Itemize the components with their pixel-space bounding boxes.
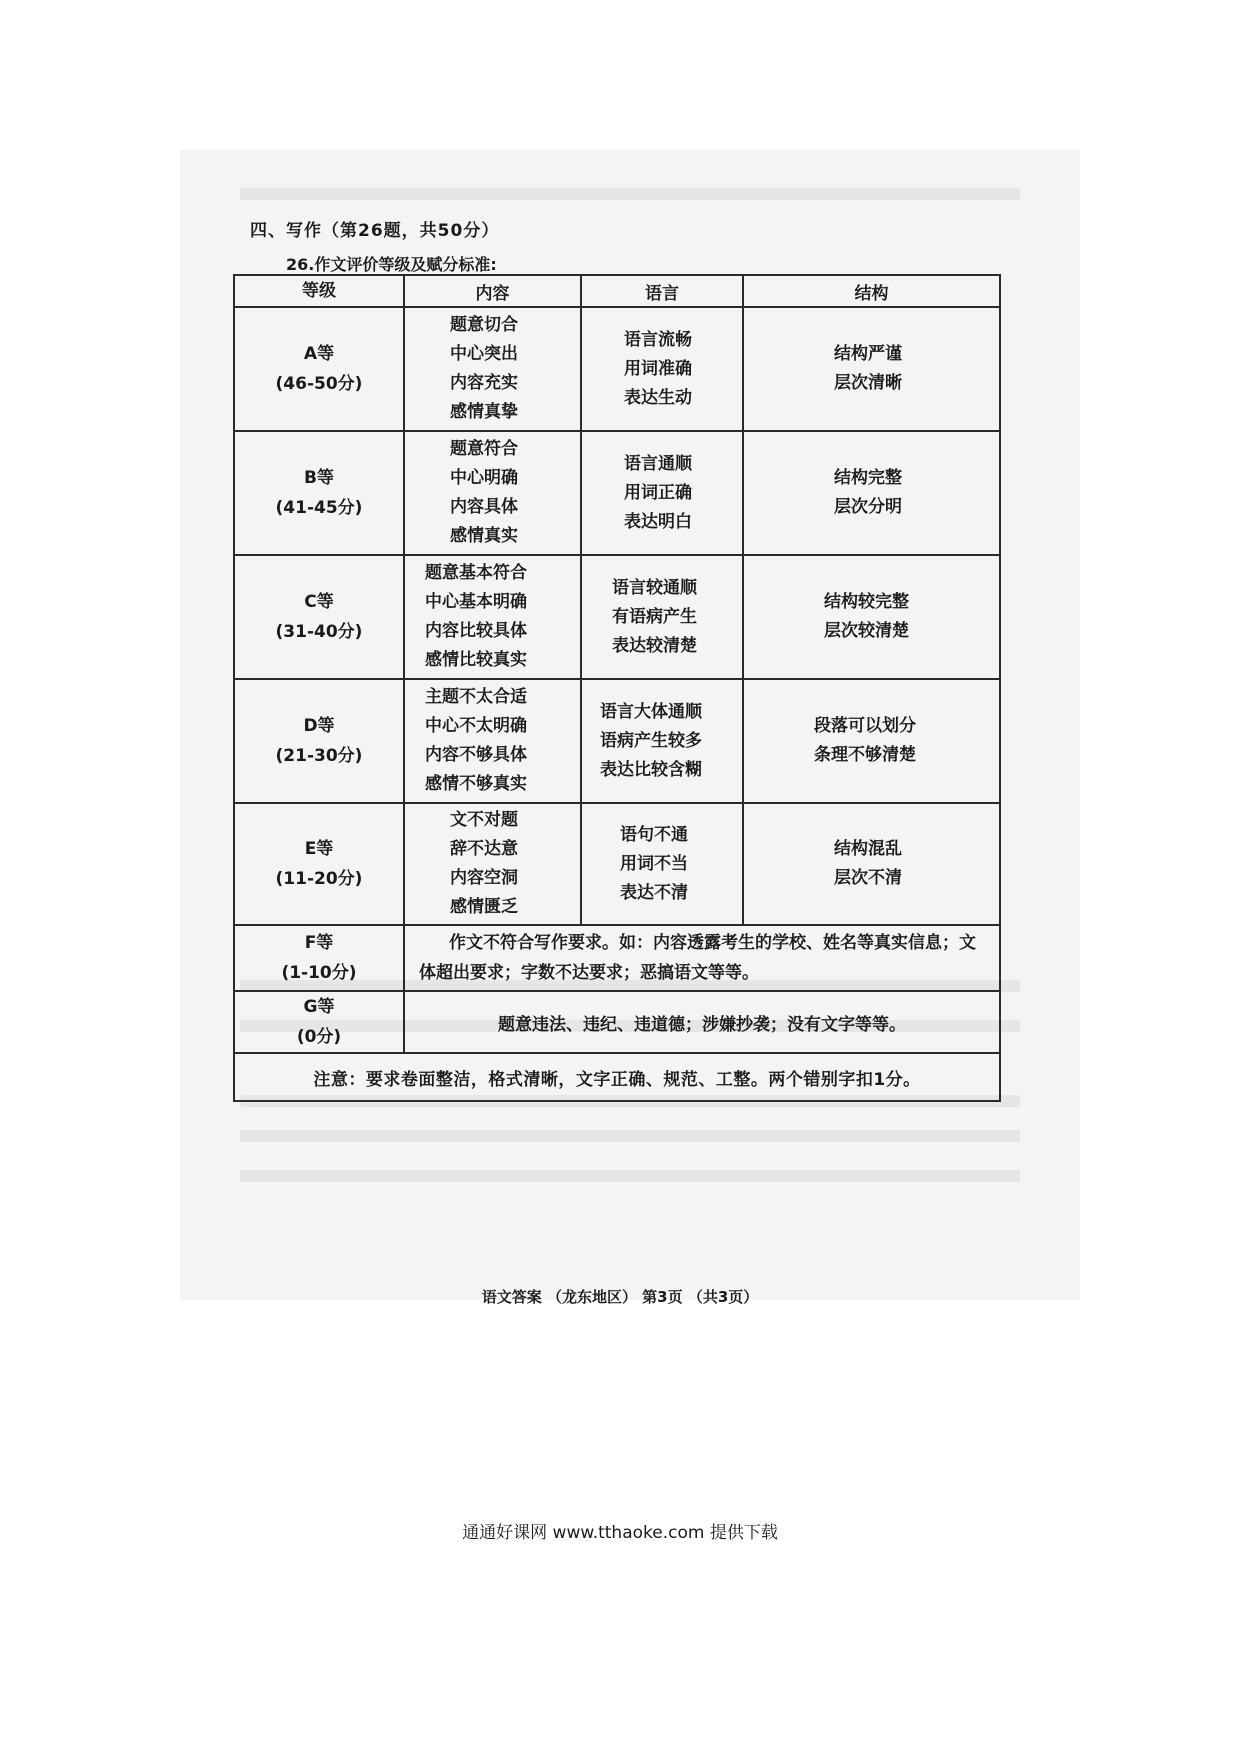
language-item: 语言流畅 [624,329,692,350]
content-item: 感情真实 [450,526,518,546]
content-cell [404,679,581,803]
language-item: 语句不通 [620,824,688,845]
note-row [234,1053,1000,1101]
grade-label: C等 [304,592,334,612]
grade-g-description-cell [404,991,1000,1053]
grade-label: A等 [303,344,335,364]
language-item: 用词不当 [620,853,688,874]
note-cell [234,1053,1000,1101]
content-cell [404,431,581,555]
structure-cell [743,555,1000,679]
content-item: 内容比较具体 [425,621,527,641]
structure-cell [743,679,1000,803]
content-item: 内容具体 [450,497,518,517]
note-text: 注意：要求卷面整洁，格式清晰，文字正确、规范、工整。两个错别字扣1分。 [313,1069,921,1090]
page-footer: 语文答案 （龙东地区） 第3页 （共3页） [481,1288,759,1306]
structure-item: 结构严谨 [834,344,902,364]
content-item: 文不对题 [450,810,518,830]
header-grade: 等级 [234,275,404,307]
language-item: 表达明白 [624,511,692,532]
content-item: 内容空洞 [450,868,518,888]
language-item: 语言较通顺 [612,577,697,598]
language-item: 表达较清楚 [612,635,697,656]
content-item: 感情匮乏 [450,897,518,917]
bleed-through-line [240,1130,1020,1142]
grade-label: E等 [304,839,334,859]
content-item: 中心基本明确 [425,592,527,612]
bleed-through-line [240,1170,1020,1182]
content-item: 内容不够具体 [425,745,527,765]
grading-table [233,274,1001,1102]
grade-label: F等 [304,933,334,953]
grade-row-d [234,679,1000,803]
content-item: 中心明确 [450,468,518,488]
language-cell [581,307,743,431]
grade-score: (0分) [296,1027,342,1047]
header-row [234,275,1000,307]
grade-row-b [234,431,1000,555]
language-item: 语言大体通顺 [600,701,702,722]
grade-cell [234,925,404,991]
structure-item: 层次分明 [834,497,902,517]
language-item: 用词正确 [624,482,692,503]
grade-score: (46-50分) [275,374,363,394]
content-item: 感情不够真实 [425,774,527,794]
content-item: 题意切合 [450,315,518,335]
content-item: 辞不达意 [450,839,518,859]
grade-cell [234,555,404,679]
content-item: 内容充实 [450,373,518,393]
content-item: 感情比较真实 [425,650,527,670]
language-item: 表达不清 [620,882,688,903]
grade-label: D等 [303,716,335,736]
grade-cell [234,307,404,431]
grade-score: (21-30分) [275,746,363,766]
header-content: 内容 [404,275,581,307]
download-watermark: 通通好课网 www.tthaoke.com 提供下载 [462,1523,778,1543]
structure-item: 结构完整 [834,468,902,488]
language-item: 语病产生较多 [600,730,702,751]
language-item: 语言通顺 [624,453,692,474]
structure-item: 层次清晰 [834,373,902,393]
content-item: 中心突出 [450,344,518,364]
section-title: 四、写作（第26题，共50分） [250,221,500,241]
structure-item: 结构较完整 [824,592,909,612]
content-cell [404,307,581,431]
grade-label: G等 [303,997,335,1017]
grade-cell [234,991,404,1053]
grade-row-c [234,555,1000,679]
header-structure: 结构 [743,275,1000,307]
grade-f-description-cell [404,925,1000,991]
language-cell [581,679,743,803]
content-item: 题意基本符合 [425,563,527,583]
structure-item: 段落可以划分 [814,716,916,736]
language-item: 用词准确 [624,358,692,379]
grade-score: (41-45分) [275,498,363,518]
content-item: 题意符合 [450,439,518,459]
grade-label: B等 [304,468,334,488]
language-cell [581,803,743,925]
grade-cell [234,431,404,555]
grade-score: (31-40分) [275,622,363,642]
grade-cell [234,679,404,803]
grade-score: (11-20分) [275,869,363,889]
content-cell [404,803,581,925]
structure-item: 结构混乱 [834,839,902,859]
language-item: 表达生动 [624,387,692,408]
content-item: 主题不太合适 [425,687,527,707]
header-language: 语言 [581,275,743,307]
structure-item: 层次较清楚 [824,621,909,641]
content-item: 感情真挚 [450,402,518,422]
grade-row-e [234,803,1000,925]
grade-f-description: 作文不符合写作要求。如：内容透露考生的学校、姓名等真实信息；文体超出要求；字数不达要求；恶搞语文等等。 [419,933,976,983]
structure-cell [743,431,1000,555]
language-item: 表达比较含糊 [600,759,702,780]
language-cell [581,555,743,679]
structure-item: 条理不够清楚 [814,745,916,765]
grade-score: (1-10分) [281,963,357,983]
bleed-through-line [240,188,1020,200]
structure-item: 层次不清 [834,868,902,888]
language-item: 有语病产生 [612,606,697,627]
table-subtitle: 26.作文评价等级及赋分标准: [286,255,497,274]
structure-cell [743,307,1000,431]
grade-row-f [234,925,1000,991]
grade-row-a [234,307,1000,431]
grade-cell [234,803,404,925]
content-item: 中心不太明确 [425,716,527,736]
grade-g-description: 题意违法、违纪、违道德；涉嫌抄袭；没有文字等等。 [498,1014,906,1035]
structure-cell [743,803,1000,925]
grade-row-g [234,991,1000,1053]
language-cell [581,431,743,555]
content-cell [404,555,581,679]
